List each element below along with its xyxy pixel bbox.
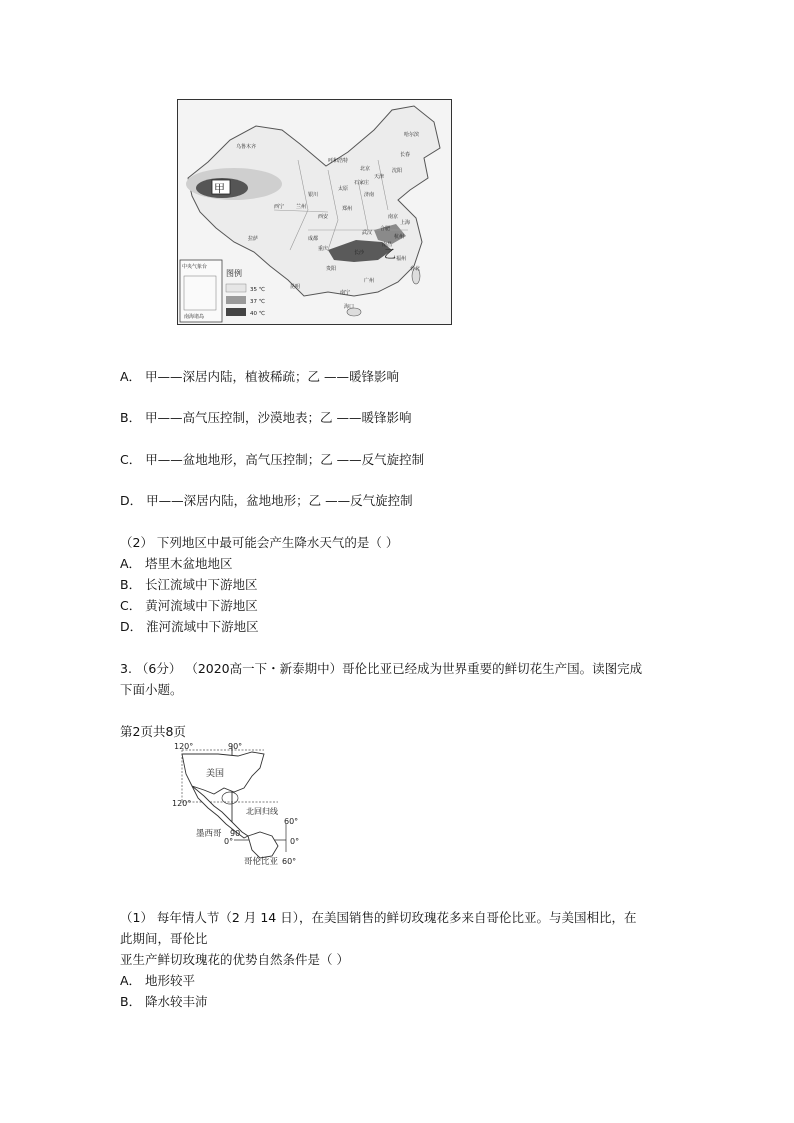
city-label: 上海 (400, 220, 411, 226)
lon-120-top: 120° (174, 742, 194, 751)
city-label: 成都 (308, 236, 319, 242)
deg-0-right: 0° (290, 837, 300, 846)
city-label: 福州 (396, 256, 407, 262)
q1-option-d: D． 甲——深居内陆，盆地地形；乙 ——反气旋控制 (120, 493, 413, 508)
china-map-graphic (178, 100, 451, 324)
city-label: 昆明 (290, 284, 301, 290)
q2-option-d: D． 淮河流域中下游地区 (120, 619, 259, 634)
tropic-label: 北回归线 (246, 807, 278, 816)
city-label: 北京 (360, 166, 371, 172)
city-label: 西安 (318, 214, 329, 220)
city-label: 武汉 (362, 230, 373, 236)
city-label: 贵阳 (326, 266, 337, 272)
city-label: 济南 (364, 192, 375, 198)
q1-option-a: A． 甲——深居内陆，植被稀疏；乙 ——暖锋影响 (120, 369, 399, 384)
lon-90-top: 90° (228, 742, 243, 751)
city-label: 广州 (364, 278, 375, 284)
inset-label: 中央气象台 (182, 264, 208, 270)
q2-option-b: B． 长江流域中下游地区 (120, 577, 258, 592)
deg-60-bottom: 60° (282, 857, 297, 866)
colombia-label: 哥伦比亚 (244, 857, 279, 867)
city-label: 拉萨 (248, 236, 259, 242)
deg-0-left: 0° (224, 837, 234, 846)
city-label: 南昌 (382, 242, 393, 248)
page-label: 第2页共8页 (120, 724, 186, 739)
city-label: 南京 (388, 214, 399, 220)
city-label: 呼和浩特 (328, 158, 349, 164)
city-label: 长沙 (354, 250, 365, 256)
city-label: 重庆 (318, 246, 329, 252)
q3-stem-line1: 3. （6分） （2020高一下・新泰期中）哥伦比亚已经成为世界重要的鲜切花生产国。读图完成 (120, 661, 643, 676)
legend-item-40: 40 ℃ (250, 311, 265, 317)
city-label: 南宁 (340, 290, 351, 296)
city-label: 天津 (374, 174, 385, 180)
city-label: 台北 (410, 266, 421, 272)
china-temperature-map (177, 99, 452, 325)
inset-caption: 南海诸岛 (184, 314, 205, 320)
americas-map-graphic (168, 740, 308, 868)
legend-title: 图例 (226, 269, 242, 278)
map-legend (226, 268, 265, 317)
usa-label: 美国 (206, 769, 225, 779)
city-label: 太原 (338, 186, 349, 192)
city-label: 哈尔滨 (404, 132, 420, 138)
city-label: 兰州 (296, 204, 307, 210)
city-label: 郑州 (342, 206, 353, 212)
q3-1-line3: 亚生产鲜切玫瑰花的优势自然条件是（ ） (120, 952, 349, 967)
city-label: 杭州 (394, 234, 405, 240)
mexico-label: 墨西哥 (196, 829, 222, 839)
q3-1-option-b: B． 降水较丰沛 (120, 994, 208, 1009)
q3-1-option-a: A． 地形较平 (120, 973, 196, 988)
city-label: 西宁 (274, 204, 285, 210)
q3-1-line2: 此期间，哥伦比 (120, 931, 208, 946)
q2-stem: （2） 下列地区中最可能会产生降水天气的是（ ） (120, 535, 399, 550)
city-label: 长春 (400, 152, 411, 158)
city-label: 合肥 (380, 226, 391, 232)
city-label: 沈阳 (392, 168, 403, 174)
city-label: 海口 (344, 304, 355, 310)
lon-90-bottom: 90 (230, 829, 241, 838)
americas-map (168, 740, 308, 868)
q1-option-b: B． 甲——高气压控制，沙漠地表；乙 ——暖锋影响 (120, 410, 412, 425)
jia-label: 甲 (214, 182, 225, 195)
legend-item-37: 37 ℃ (250, 299, 265, 305)
legend-item-35: 35 ℃ (250, 287, 265, 293)
q3-stem-line2: 下面小题。 (120, 682, 183, 697)
q2-option-a: A． 塔里木盆地地区 (120, 556, 233, 571)
q2-option-c: C． 黄河流域中下游地区 (120, 598, 258, 613)
city-label: 石家庄 (354, 180, 370, 186)
city-label: 乌鲁木齐 (236, 144, 257, 150)
yi-label: 乙 (384, 247, 397, 261)
q1-option-c: C． 甲——盆地地形，高气压控制；乙 ——反气旋控制 (120, 452, 425, 467)
lon-120-left: 120° (172, 799, 192, 808)
deg-60-right: 60° (284, 817, 299, 826)
city-label: 银川 (308, 192, 319, 198)
q3-1-line1: （1） 每年情人节（2 月 14 日），在美国销售的鲜切玫瑰花多来自哥伦比亚。与美国相比，在 (120, 910, 637, 925)
